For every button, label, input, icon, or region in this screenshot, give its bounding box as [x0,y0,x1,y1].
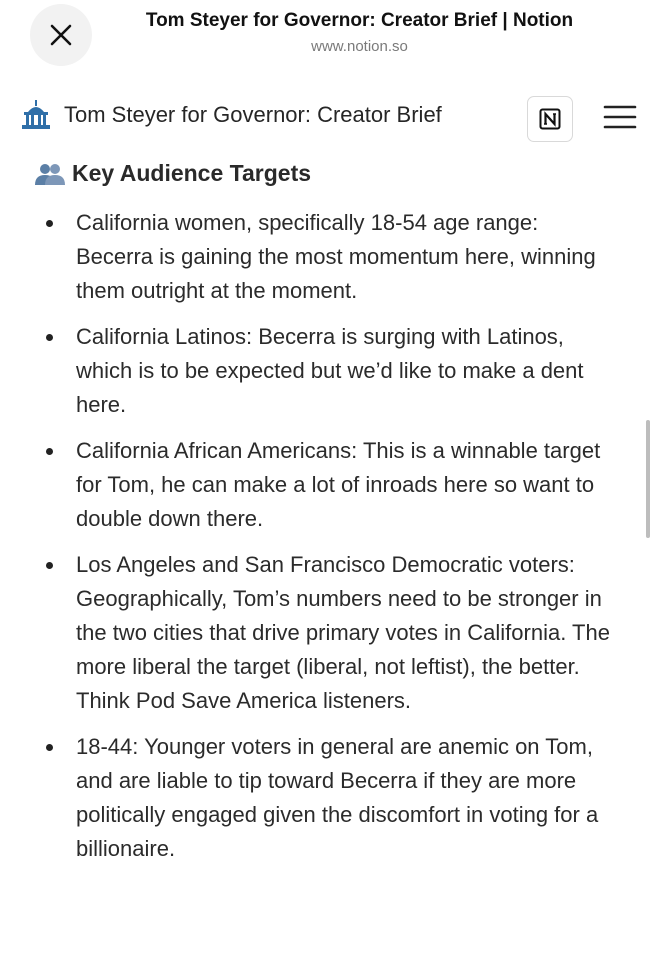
list-item [0,206,659,308]
page-title[interactable]: Tom Steyer for Governor: Creator Brief [64,102,442,127]
list-item [0,548,659,718]
section-heading-text: Key Audience Targets [72,160,312,186]
browser-page-title: Tom Steyer for Governor: Creator Brief | Notion [145,10,574,31]
notion-logo-icon [538,107,562,131]
audience-target-list [0,206,659,878]
vertical-scrollbar[interactable] [646,420,650,538]
capitol-building-icon [20,100,52,130]
list-item-text: California women, specifically 18-54 age range: Becerra is gaining the most momentum here, winning them outright at the moment. [76,210,596,303]
bullet-icon [46,448,53,455]
people-icon [34,162,66,186]
browser-url[interactable]: www.notion.so [311,38,408,55]
open-in-notion-app-button[interactable] [527,96,573,142]
list-item [0,434,659,536]
hamburger-menu-icon[interactable] [602,102,638,132]
bullet-icon [46,562,53,569]
browser-top-bar [0,0,659,80]
list-item [0,730,659,866]
list-item [0,320,659,422]
section-heading [34,160,311,187]
bullet-icon [46,744,53,751]
bullet-icon [46,334,53,341]
list-item-text: 18-44: Younger voters in general are anemic on Tom, and are liable to tip toward Becerra if they are more politically engaged given the discomfort in voting for a billionaire. [76,734,599,861]
notion-header [0,92,659,140]
list-item-text: Los Angeles and San Francisco Democratic voters: Geographically, Tom’s numbers need to be stronger in the two cities that drive primary votes in California. The more liberal the target (liberal, not leftist), the better. Think Pod Save America listeners. [76,552,610,713]
bullet-icon [46,220,53,227]
list-item-text: California African Americans: This is a winnable target for Tom, he can make a lot of inroads here so want to double down there. [76,438,601,531]
list-item-text: California Latinos: Becerra is surging with Latinos, which is to be expected but we’d like to make a dent here. [76,324,584,417]
